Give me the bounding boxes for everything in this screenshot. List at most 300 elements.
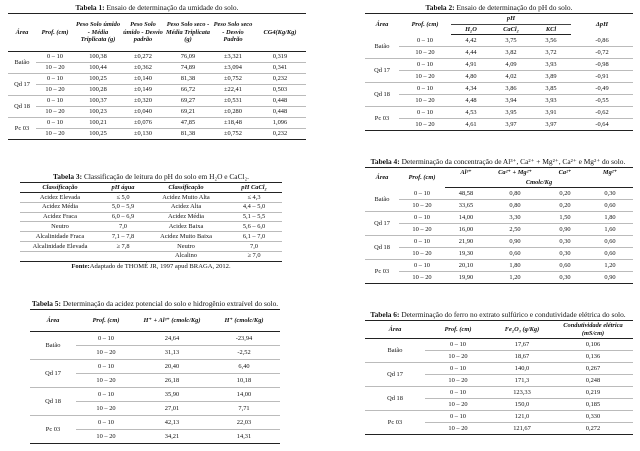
- table-cell: 1,80: [487, 260, 543, 272]
- table-cell: Acidez Elevada: [20, 193, 100, 203]
- table-cell: Neutro: [146, 241, 226, 251]
- table-row: [365, 95, 633, 107]
- table-cell: 10 – 20: [76, 346, 136, 360]
- table-cell: 1,20: [487, 272, 543, 284]
- t1-h-area: Área: [8, 14, 36, 52]
- table-cell: 10 – 20: [76, 374, 136, 388]
- table-cell: 0,448: [254, 96, 306, 107]
- table-cell: 1,60: [587, 224, 633, 236]
- table-cell: Acidez Fraca: [20, 212, 100, 222]
- table-cell: 4,42: [451, 35, 491, 47]
- table-cell: 20,10: [445, 260, 487, 272]
- t6-h-prof: Prof. (cm): [425, 321, 491, 339]
- t6-h-area: Área: [365, 321, 425, 339]
- table-cell: 1,096: [254, 118, 306, 129]
- t4-h-ca-mg: Ca²⁺ + Mg²⁺: [487, 168, 543, 178]
- table-cell: 0 – 10: [36, 118, 74, 129]
- table-cell: 100,44: [74, 63, 122, 74]
- table-cell: 3,95: [491, 107, 531, 119]
- table-cell: -23,94: [208, 332, 280, 346]
- table-cell: 0,90: [587, 272, 633, 284]
- area-cell: Qd 17: [365, 363, 425, 387]
- table-cell: 14,00: [208, 388, 280, 402]
- area-cell: Qd 17: [365, 212, 399, 236]
- table-cell: -0,55: [571, 95, 633, 107]
- table-cell: 0,30: [543, 236, 587, 248]
- t5-h-h-al: H⁺ + Al³⁺ (cmolc/Kg): [136, 310, 208, 332]
- table-cell: 0,30: [587, 188, 633, 200]
- table-cell: 100,28: [74, 85, 122, 96]
- table-cell: 20,40: [136, 360, 208, 374]
- table-cell: 0,232: [254, 129, 306, 140]
- table-row: [30, 360, 280, 374]
- table-cell: 100,38: [74, 52, 122, 63]
- table-cell: ±0,272: [122, 52, 164, 63]
- table-cell: 10 – 20: [36, 107, 74, 118]
- table-cell: 100,25: [74, 129, 122, 140]
- table-cell: 3,75: [491, 35, 531, 47]
- table-cell: 19,90: [445, 272, 487, 284]
- t3-h-class-1: Classificação: [20, 183, 100, 193]
- t2-h-delta-ph: ΔpH: [571, 14, 633, 35]
- table-cell: 0,330: [553, 411, 633, 423]
- t3-h-ph-cacl2: pH CaCl₂: [226, 183, 282, 193]
- table-cell: 0,319: [254, 52, 306, 63]
- table-cell: 10 – 20: [399, 71, 451, 83]
- table-4: [365, 157, 633, 284]
- t2-h-area: Área: [365, 14, 399, 35]
- table-cell: 14,31: [208, 430, 280, 444]
- table-cell: 0,60: [487, 248, 543, 260]
- table-cell: ±0,130: [122, 129, 164, 140]
- table-cell: ±0,752: [212, 129, 254, 140]
- table-cell: 0,30: [543, 248, 587, 260]
- table-5: [30, 299, 280, 444]
- table-row: [8, 96, 306, 107]
- table-cell: 100,25: [74, 74, 122, 85]
- table-cell: 17,67: [491, 339, 553, 351]
- t1-h-seco-media: Peso Solo seco - Média Triplicata (g): [164, 14, 212, 52]
- table-cell: 42,13: [136, 416, 208, 430]
- table-cell: Acidez Baixa: [146, 222, 226, 232]
- table-cell: 21,90: [445, 236, 487, 248]
- t4-h-prof: Prof. (cm): [399, 168, 445, 188]
- table-cell: 6,40: [208, 360, 280, 374]
- t2-h-h2o: H₂O: [451, 25, 491, 35]
- table-2-grid: [365, 13, 633, 131]
- area-cell: Pc 03: [365, 107, 399, 131]
- area-cell: Baião: [8, 52, 36, 74]
- t4-h-mg: Mg²⁺: [587, 168, 633, 178]
- table-cell: 1,50: [543, 212, 587, 224]
- table-cell: 0 – 10: [76, 360, 136, 374]
- table-cell: 0 – 10: [76, 416, 136, 430]
- table-cell: 3,97: [491, 119, 531, 131]
- table-cell: -0,72: [571, 47, 633, 59]
- table-cell: ±3,094: [212, 63, 254, 74]
- table-cell: 5,6 – 6,0: [226, 222, 282, 232]
- table-cell: ±0,320: [122, 96, 164, 107]
- table-row: [8, 74, 306, 85]
- table-cell: 0,90: [543, 224, 587, 236]
- table-cell: 66,72: [164, 85, 212, 96]
- table-cell: 3,86: [491, 83, 531, 95]
- area-cell: Qd 17: [365, 59, 399, 83]
- table-cell: 6,1 – 7,0: [226, 232, 282, 242]
- table-cell: Neutro: [20, 222, 100, 232]
- t6-h-fe2o3: Fe₂O₃ (g/Kg): [491, 321, 553, 339]
- table-row: [365, 411, 633, 423]
- table-row: [365, 339, 633, 351]
- table-cell: 4,91: [451, 59, 491, 71]
- table-cell: 0,80: [487, 188, 543, 200]
- table-cell: 0 – 10: [399, 59, 451, 71]
- table-cell: 2,50: [487, 224, 543, 236]
- table-cell: 10 – 20: [425, 423, 491, 435]
- table-6: [365, 310, 633, 435]
- table-cell: Alcalinidade Fraca: [20, 232, 100, 242]
- table-cell: ±0,362: [122, 63, 164, 74]
- area-cell: Qd 18: [30, 388, 76, 416]
- table-row: [365, 188, 633, 200]
- table-cell: ±0,280: [212, 107, 254, 118]
- table-cell: -0,86: [571, 35, 633, 47]
- table-6-caption: Tabela 6: Determinação do ferro no extrato sulfúrico e condutividade elétrica do solo.: [370, 310, 626, 319]
- table-cell: 0,341: [254, 63, 306, 74]
- table-cell: 0,90: [487, 236, 543, 248]
- table-3-grid: [20, 182, 282, 262]
- table-cell: 0,232: [254, 74, 306, 85]
- table-cell: 0 – 10: [399, 83, 451, 95]
- table-cell: 1,20: [587, 260, 633, 272]
- table-row: [365, 71, 633, 83]
- table-cell: ±0,040: [122, 107, 164, 118]
- table-row: [365, 119, 633, 131]
- area-cell: Qd 18: [8, 96, 36, 118]
- table-cell: 6,0 – 6,9: [100, 212, 146, 222]
- table-cell: 0 – 10: [425, 363, 491, 375]
- table-cell: -0,49: [571, 83, 633, 95]
- table-cell: ±0,752: [212, 74, 254, 85]
- table-cell: 10 – 20: [399, 47, 451, 59]
- table-cell: ≤ 4,3: [226, 193, 282, 203]
- table-cell: 18,67: [491, 351, 553, 363]
- table-cell: 35,90: [136, 388, 208, 402]
- table-cell: ±0,531: [212, 96, 254, 107]
- t4-h-unit: Cmolc/Kg: [445, 178, 633, 188]
- table-cell: 0,136: [553, 351, 633, 363]
- area-cell: Baião: [365, 339, 425, 363]
- table-cell: 0 – 10: [36, 74, 74, 85]
- table-cell: 100,37: [74, 96, 122, 107]
- table-cell: ±0,076: [122, 118, 164, 129]
- table-cell: 0 – 10: [399, 188, 445, 200]
- table-row: [365, 248, 633, 260]
- table-cell: 48,58: [445, 188, 487, 200]
- table-row: [30, 332, 280, 346]
- table-cell: Acidez Média: [20, 202, 100, 212]
- table-cell: ±0,149: [122, 85, 164, 96]
- table-row: [365, 236, 633, 248]
- table-row: [20, 202, 282, 212]
- table-row: [365, 200, 633, 212]
- table-cell: 0 – 10: [76, 388, 136, 402]
- table-cell: 10 – 20: [399, 224, 445, 236]
- table-cell: 0 – 10: [36, 52, 74, 63]
- table-cell: 0 – 10: [76, 332, 136, 346]
- table-cell: 4,4 – 5,0: [226, 202, 282, 212]
- table-cell: 0 – 10: [425, 339, 491, 351]
- table-cell: 3,89: [531, 71, 571, 83]
- table-cell: 10,18: [208, 374, 280, 388]
- table-cell: 16,00: [445, 224, 487, 236]
- table-cell: 3,56: [531, 35, 571, 47]
- area-cell: Qd 18: [365, 83, 399, 107]
- table-cell: 0,503: [254, 85, 306, 96]
- table-cell: 0 – 10: [399, 260, 445, 272]
- table-cell: 3,30: [487, 212, 543, 224]
- table-cell: 0,30: [543, 272, 587, 284]
- table-cell: 140,0: [491, 363, 553, 375]
- table-cell: 1,80: [587, 212, 633, 224]
- table-row: [20, 193, 282, 203]
- t4-h-al: Al³⁺: [445, 168, 487, 178]
- table-cell: 4,48: [451, 95, 491, 107]
- table-cell: 100,23: [74, 107, 122, 118]
- table-row: [8, 118, 306, 129]
- table-row: [365, 363, 633, 375]
- table-cell: ±3,321: [212, 52, 254, 63]
- table-cell: 5,0 – 5,9: [100, 202, 146, 212]
- table-row: [365, 387, 633, 399]
- table-cell: Acidez Alta: [146, 202, 226, 212]
- table-cell: 5,1 – 5,5: [226, 212, 282, 222]
- table-cell: 150,0: [491, 399, 553, 411]
- table-cell: ±0,140: [122, 74, 164, 85]
- table-cell: 10 – 20: [36, 85, 74, 96]
- table-cell: 4,61: [451, 119, 491, 131]
- table-cell: 24,64: [136, 332, 208, 346]
- table-row: [8, 52, 306, 63]
- table-4-caption: Tabela 4: Determinação da concentração de Al³⁺, Ca²⁺ + Mg²⁺, Ca²⁺ e Mg²⁺ do solo.: [370, 157, 626, 166]
- t2-h-cacl2: CaCl₂: [491, 25, 531, 35]
- table-cell: Alcalino: [146, 251, 226, 261]
- table-cell: 3,91: [531, 107, 571, 119]
- table-cell: 0,80: [487, 200, 543, 212]
- table-cell: 10 – 20: [399, 248, 445, 260]
- table-row: [365, 59, 633, 71]
- t5-h-h: H⁺ (cmolc/Kg): [208, 310, 280, 332]
- table-cell: 0,185: [553, 399, 633, 411]
- table-cell: 0,60: [543, 260, 587, 272]
- table-cell: 3,85: [531, 83, 571, 95]
- t4-h-ca: Ca²⁺: [543, 168, 587, 178]
- table-cell: 76,09: [164, 52, 212, 63]
- table-cell: 0,219: [553, 387, 633, 399]
- table-cell: 4,44: [451, 47, 491, 59]
- table-row: [365, 83, 633, 95]
- table-2-caption: Tabela 2: Ensaio de determinação do pH do solo.: [425, 3, 573, 12]
- table-row: [20, 222, 282, 232]
- table-cell: 10 – 20: [76, 430, 136, 444]
- table-cell: 4,80: [451, 71, 491, 83]
- table-cell: 26,18: [136, 374, 208, 388]
- table-cell: 31,13: [136, 346, 208, 360]
- table-row: [365, 272, 633, 284]
- table-3: [20, 172, 282, 270]
- table-cell: 74,89: [164, 63, 212, 74]
- table-cell: 0,248: [553, 375, 633, 387]
- table-1-caption: Tabela 1: Ensaio de determinação da umidade do solo.: [75, 3, 239, 12]
- table-1: [8, 3, 306, 140]
- table-cell: ±18,48: [212, 118, 254, 129]
- table-row: [30, 388, 280, 402]
- table-cell: 0,448: [254, 107, 306, 118]
- table-cell: [100, 251, 146, 261]
- table-3-source: Fonte:Adaptado de THOMÉ JR, 1997 apud BRAGA, 2012.: [71, 262, 231, 270]
- t2-h-ph: pH: [451, 14, 571, 25]
- table-cell: 7,1 – 7,8: [100, 232, 146, 242]
- table-cell: 0 – 10: [36, 96, 74, 107]
- table-cell: 47,85: [164, 118, 212, 129]
- table-cell: Acidez Muito Alta: [146, 193, 226, 203]
- table-cell: 10 – 20: [425, 375, 491, 387]
- table-cell: 0,60: [587, 248, 633, 260]
- table-row: [365, 260, 633, 272]
- table-row: [365, 212, 633, 224]
- area-cell: Pc 03: [30, 416, 76, 444]
- table-cell: 10 – 20: [399, 95, 451, 107]
- table-row: [365, 107, 633, 119]
- table-cell: ≥ 7,8: [100, 241, 146, 251]
- table-cell: 0,20: [543, 200, 587, 212]
- table-cell: 10 – 20: [76, 402, 136, 416]
- area-cell: Baião: [30, 332, 76, 360]
- table-row: [30, 416, 280, 430]
- table-5-grid: [30, 309, 280, 444]
- table-cell: 3,82: [491, 47, 531, 59]
- area-cell: Qd 18: [365, 387, 425, 411]
- table-cell: 4,34: [451, 83, 491, 95]
- table-row: [20, 251, 282, 261]
- table-1-grid: [8, 13, 306, 140]
- table-cell: 10 – 20: [425, 399, 491, 411]
- table-cell: 100,21: [74, 118, 122, 129]
- area-cell: Qd 18: [365, 236, 399, 260]
- table-cell: -0,64: [571, 119, 633, 131]
- table-cell: 22,03: [208, 416, 280, 430]
- table-cell: 69,27: [164, 96, 212, 107]
- t1-h-umido-media: Peso Solo úmido - Média Triplicata (g): [74, 14, 122, 52]
- table-row: [20, 232, 282, 242]
- t3-h-class-2: Classificação: [146, 183, 226, 193]
- table-cell: 33,65: [445, 200, 487, 212]
- table-cell: 3,94: [491, 95, 531, 107]
- table-cell: 27,01: [136, 402, 208, 416]
- table-cell: -0,91: [571, 71, 633, 83]
- table-cell: 7,0: [226, 241, 282, 251]
- table-cell: 0 – 10: [399, 236, 445, 248]
- table-cell: 0,60: [587, 236, 633, 248]
- table-cell: 81,38: [164, 74, 212, 85]
- table-cell: 0 – 10: [425, 387, 491, 399]
- area-cell: Qd 17: [8, 74, 36, 96]
- table-row: [8, 63, 306, 74]
- table-cell: ≥ 7,0: [226, 251, 282, 261]
- table-cell: 10 – 20: [36, 129, 74, 140]
- table-row: [8, 85, 306, 96]
- table-cell: 123,33: [491, 387, 553, 399]
- table-cell: 4,53: [451, 107, 491, 119]
- area-cell: Baião: [365, 35, 399, 59]
- table-cell: 0,267: [553, 363, 633, 375]
- table-2: [365, 3, 633, 131]
- table-cell: 10 – 20: [399, 119, 451, 131]
- table-row: [20, 212, 282, 222]
- area-cell: Pc 03: [365, 411, 425, 435]
- table-cell: ≤ 5,0: [100, 193, 146, 203]
- table-row: [20, 241, 282, 251]
- table-cell: 0 – 10: [399, 212, 445, 224]
- table-row: [365, 47, 633, 59]
- table-cell: 3,93: [531, 95, 571, 107]
- table-cell: 0 – 10: [425, 411, 491, 423]
- table-cell: 121,67: [491, 423, 553, 435]
- table-cell: 121,0: [491, 411, 553, 423]
- table-cell: -0,98: [571, 59, 633, 71]
- t4-h-area: Área: [365, 168, 399, 188]
- table-cell: 10 – 20: [425, 351, 491, 363]
- t2-h-kcl: KCl: [531, 25, 571, 35]
- table-3-caption: Tabela 3: Classificação de leitura do pH do solo em H₂O e CaCl₂.: [53, 172, 249, 181]
- table-row: [8, 107, 306, 118]
- table-cell: Acidez Média: [146, 212, 226, 222]
- table-cell: 0 – 10: [399, 35, 451, 47]
- table-6-grid: [365, 320, 633, 435]
- t1-h-umido-desvio: Peso Solo úmido - Desvio padrão: [122, 14, 164, 52]
- table-cell: 0,106: [553, 339, 633, 351]
- table-cell: Alcalinidade Elevada: [20, 241, 100, 251]
- table-cell: 10 – 20: [399, 200, 445, 212]
- table-cell: 0,60: [587, 200, 633, 212]
- table-cell: 3,72: [531, 47, 571, 59]
- area-cell: Pc 03: [8, 118, 36, 140]
- t1-h-cg4: CG4(Kg/Kg): [254, 14, 306, 52]
- table-cell: 4,02: [491, 71, 531, 83]
- table-cell: 3,97: [531, 119, 571, 131]
- area-cell: Baião: [365, 188, 399, 212]
- table-cell: 0,272: [553, 423, 633, 435]
- table-cell: 7,71: [208, 402, 280, 416]
- t6-h-condutividade: Condutividade elétrica (mS/cm): [553, 321, 633, 339]
- table-cell: 0,20: [543, 188, 587, 200]
- table-cell: 10 – 20: [399, 272, 445, 284]
- table-row: [365, 35, 633, 47]
- table-cell: -2,52: [208, 346, 280, 360]
- table-cell: 81,38: [164, 129, 212, 140]
- table-cell: 14,00: [445, 212, 487, 224]
- table-cell: 69,21: [164, 107, 212, 118]
- table-5-caption: Tabela 5: Determinação da acidez potencial do solo e hidrogênio extraível do solo.: [31, 299, 279, 308]
- table-cell: 7,0: [100, 222, 146, 232]
- table-cell: 10 – 20: [36, 63, 74, 74]
- area-cell: Qd 17: [30, 360, 76, 388]
- t5-h-prof: Prof. (cm): [76, 310, 136, 332]
- t5-h-area: Área: [30, 310, 76, 332]
- table-cell: Acidez Muito Baixa: [146, 232, 226, 242]
- t1-h-prof: Prof. (cm): [36, 14, 74, 52]
- t2-h-prof: Prof. (cm): [399, 14, 451, 35]
